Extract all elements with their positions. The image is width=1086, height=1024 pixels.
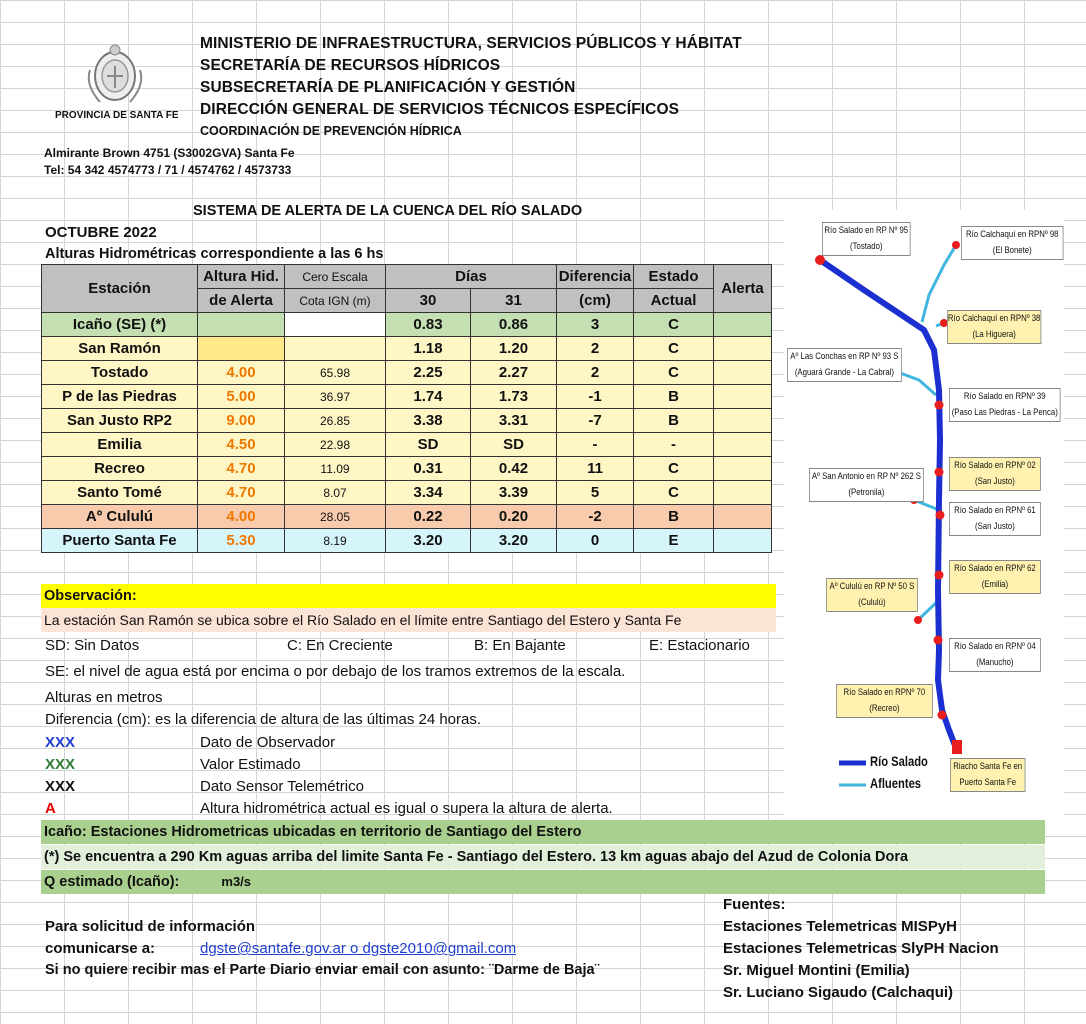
state-value: C [634, 361, 714, 385]
zero-level: 22.98 [285, 433, 386, 457]
ministry-line-2: SECRETARÍA DE RECURSOS HÍDRICOS [200, 57, 501, 74]
day-31-value: 0.42 [471, 457, 557, 481]
zero-level: 8.19 [285, 529, 386, 553]
key-observer-code: XXX [45, 734, 76, 751]
zero-level: 36.97 [285, 385, 386, 409]
station-name: Puerto Santa Fe [42, 529, 198, 553]
difference-value: -7 [557, 409, 634, 433]
difference-value: 5 [557, 481, 634, 505]
unsubscribe-note: Si no quiere recibir mas el Parte Diario enviar email con asunto: ¨Darme de Baja¨ [45, 962, 600, 978]
key-alert-code: A [45, 800, 56, 817]
alert-height: 5.30 [198, 529, 285, 553]
alert-height: 5.00 [198, 385, 285, 409]
day-31-value: 0.86 [471, 313, 557, 337]
key-telemetric-text: Dato Sensor Telemétrico [200, 778, 364, 795]
observation-text: La estación San Ramón se ubica sobre el Río Salado en el límite entre Santiago del Estero y Santa Fe [41, 608, 776, 632]
difference-value: 0 [557, 529, 634, 553]
station-name: Recreo [42, 457, 198, 481]
info-line-1: Para solicitud de información [45, 918, 256, 935]
header-zero-2: Cota IGN (m) [285, 289, 386, 313]
legend-se: SE: el nivel de agua está por encima o por debajo de los tramos extremos de la escala. [45, 663, 626, 680]
difference-value: 2 [557, 361, 634, 385]
station-name: San Ramón [42, 337, 198, 361]
difference-value: -2 [557, 505, 634, 529]
station-name: Tostado [42, 361, 198, 385]
table-row [42, 409, 772, 433]
ministry-line-1: MINISTERIO DE INFRAESTRUCTURA, SERVICIOS PÚBLICOS Y HÁBITAT [200, 35, 742, 52]
alert-cell [714, 409, 772, 433]
zero-level: 11.09 [285, 457, 386, 481]
legend-c: C: En Creciente [287, 637, 393, 654]
q-estimated-unit: m3/s [221, 874, 252, 889]
alert-cell [714, 337, 772, 361]
table-row [42, 529, 772, 553]
map-station-box: Río Salado en RP Nº 95 (Tostado) [822, 222, 911, 256]
alert-cell [714, 385, 772, 409]
key-estimated-code: XXX [45, 756, 76, 773]
day-31-value: 3.31 [471, 409, 557, 433]
source-item: Sr. Miguel Montini (Emilia) [723, 962, 910, 979]
alert-height: 9.00 [198, 409, 285, 433]
day-31-value: 3.39 [471, 481, 557, 505]
key-observer-text: Dato de Observador [200, 734, 336, 751]
station-name: Emilia [42, 433, 198, 457]
table-row [42, 313, 772, 337]
alert-cell [714, 457, 772, 481]
state-value: E [634, 529, 714, 553]
header-station: Estación [42, 265, 198, 313]
legend-main-river: Río Salado [870, 753, 928, 769]
asterisk-note: (*) Se encuentra a 290 Km aguas arriba del limite Santa Fe - Santiago del Estero. 13 km aguas abajo del Azud de Colonia Dora [41, 845, 1045, 869]
q-estimated-label: Q estimado (Icaño): [44, 874, 180, 890]
day-30-value: 0.22 [386, 505, 471, 529]
station-name: Icaño (SE) (*) [42, 313, 198, 337]
legend-tributaries: Afluentes [870, 775, 922, 791]
zero-level: 65.98 [285, 361, 386, 385]
sources-label: Fuentes: [723, 896, 786, 913]
difference-value: 11 [557, 457, 634, 481]
table-row [42, 385, 772, 409]
day-30-value: 3.38 [386, 409, 471, 433]
source-item: Sr. Luciano Sigaudo (Calchaqui) [723, 984, 954, 1001]
header-zero-1: Cero Escala [285, 265, 386, 289]
map-station-box: Río Salado en RPNº 70 (Recreo) [836, 684, 933, 718]
legend-b: B: En Bajante [474, 637, 566, 654]
map-station-box: Aº Las Conchas en RP Nº 93 S (Aguará Grande - La Cabral) [787, 348, 902, 382]
station-name: San Justo RP2 [42, 409, 198, 433]
table-row [42, 505, 772, 529]
coordination-line: COORDINACIÓN DE PREVENCIÓN HÍDRICA [200, 124, 462, 138]
state-value: B [634, 505, 714, 529]
key-estimated-text: Valor Estimado [200, 756, 301, 773]
header-diff-1: Diferencia [557, 265, 634, 289]
state-value: C [634, 457, 714, 481]
map-station-box: Río Salado en RPNº 61 (San Justo) [949, 502, 1041, 536]
table-header-row [42, 265, 772, 289]
station-name: P de las Piedras [42, 385, 198, 409]
station-name: Aº Cululú [42, 505, 198, 529]
info-line-2: comunicarse a: [45, 940, 156, 957]
alert-height: 4.70 [198, 457, 285, 481]
address: Almirante Brown 4751 (S3002GVA) Santa Fe [44, 146, 295, 160]
day-31-value: 1.20 [471, 337, 557, 361]
alert-height [198, 313, 285, 337]
day-30-value: 0.31 [386, 457, 471, 481]
alert-height: 4.50 [198, 433, 285, 457]
units-note: Alturas en metros [45, 689, 163, 706]
difference-value: 3 [557, 313, 634, 337]
day-31-value: 3.20 [471, 529, 557, 553]
day-30-value: SD [386, 433, 471, 457]
alert-height [198, 337, 285, 361]
report-subtitle: Alturas Hidrométricas correspondiente a las 6 hs [45, 246, 384, 262]
table-row [42, 337, 772, 361]
day-31-value: 0.20 [471, 505, 557, 529]
ministry-line-3: SUBSECRETARÍA DE PLANIFICACIÓN Y GESTIÓN [200, 79, 576, 96]
header-alert-height-1: Altura Hid. [198, 265, 285, 289]
contact-email-link[interactable]: dgste@santafe.gov.ar o dgste2010@gmail.com [200, 940, 517, 957]
province-label: PROVINCIA DE SANTA FE [55, 110, 179, 121]
header-state-2: Actual [634, 289, 714, 313]
zero-level: 28.05 [285, 505, 386, 529]
map-station-box: Río Salado en RPNº 62 (Emilia) [949, 560, 1041, 594]
alert-height: 4.00 [198, 505, 285, 529]
header-alert-height-2: de Alerta [198, 289, 285, 313]
difference-value: - [557, 433, 634, 457]
day-30-value: 3.20 [386, 529, 471, 553]
header-alert: Alerta [714, 265, 772, 313]
map-station-box: Río Salado en RPNº 04 (Manucho) [949, 638, 1041, 672]
report-title: SISTEMA DE ALERTA DE LA CUENCA DEL RÍO SALADO [193, 203, 583, 219]
alert-cell [714, 433, 772, 457]
map-station-box: Aº Cululú en RP Nº 50 S (Cululú) [826, 578, 918, 612]
map-station-box: Río Salado en RPNº 02 (San Justo) [949, 457, 1041, 491]
state-value: C [634, 313, 714, 337]
state-value: C [634, 337, 714, 361]
ministry-line-4: DIRECCIÓN GENERAL DE SERVICIOS TÉCNICOS ESPECÍFICOS [200, 101, 680, 118]
alert-height: 4.70 [198, 481, 285, 505]
header-days: Días [386, 265, 557, 289]
source-item: Estaciones Telemetricas MISPyH [723, 918, 957, 935]
legend-sd: SD: Sin Datos [45, 637, 140, 654]
alert-cell [714, 529, 772, 553]
map-station-box: Río Calchaquí en RPNº 38 (La Higuera) [947, 310, 1041, 344]
stations-table [41, 264, 772, 553]
table-row [42, 361, 772, 385]
table-row [42, 433, 772, 457]
day-30-value: 3.34 [386, 481, 471, 505]
state-value: - [634, 433, 714, 457]
key-alert-text: Altura hidrométrica actual es igual o supera la altura de alerta. [200, 800, 613, 817]
day-31-value: 1.73 [471, 385, 557, 409]
alert-cell [714, 481, 772, 505]
q-estimated-row [41, 870, 1045, 894]
header-state-1: Estado [634, 265, 714, 289]
header-day-31: 31 [471, 289, 557, 313]
state-value: B [634, 409, 714, 433]
alert-height: 4.00 [198, 361, 285, 385]
map-station-box: Riacho Santa Fe en Puerto Santa Fe [950, 758, 1025, 792]
province-crest-icon [80, 40, 150, 110]
key-telemetric-code: XXX [45, 778, 76, 795]
table-row [42, 481, 772, 505]
day-30-value: 1.74 [386, 385, 471, 409]
map-station-box: Aº San Antonio en RP Nº 262 S (Petronila) [809, 468, 924, 502]
day-31-value: SD [471, 433, 557, 457]
alert-cell [714, 313, 772, 337]
day-30-value: 1.18 [386, 337, 471, 361]
observation-label: Observación: [41, 584, 776, 608]
alert-cell [714, 361, 772, 385]
header-day-30: 30 [386, 289, 471, 313]
source-item: Estaciones Telemetricas SlyPH Nacion [723, 940, 999, 957]
alert-cell [714, 505, 772, 529]
zero-level: 8.07 [285, 481, 386, 505]
map-station-box: Río Calchaquí en RPNº 98 (El Bonete) [961, 226, 1064, 260]
difference-value: 2 [557, 337, 634, 361]
day-30-value: 2.25 [386, 361, 471, 385]
map-station-box: Río Salado en RPNº 39 (Paso Las Piedras - La Penca) [949, 388, 1061, 422]
table-row [42, 457, 772, 481]
difference-value: -1 [557, 385, 634, 409]
report-month: OCTUBRE 2022 [45, 224, 157, 241]
phone: Tel: 54 342 4574773 / 71 / 4574762 / 4573733 [44, 163, 292, 177]
day-31-value: 2.27 [471, 361, 557, 385]
zero-level: 26.85 [285, 409, 386, 433]
river-basin-map [784, 210, 1064, 820]
icano-note: Icaño: Estaciones Hidrometricas ubicadas en territorio de Santiago del Estero [41, 820, 1045, 844]
header-diff-2: (cm) [557, 289, 634, 313]
zero-level [285, 313, 386, 337]
state-value: B [634, 385, 714, 409]
state-value: C [634, 481, 714, 505]
difference-note: Diferencia (cm): es la diferencia de altura de las últimas 24 horas. [45, 711, 482, 728]
legend-e: E: Estacionario [649, 637, 750, 654]
zero-level [285, 337, 386, 361]
day-30-value: 0.83 [386, 313, 471, 337]
station-name: Santo Tomé [42, 481, 198, 505]
